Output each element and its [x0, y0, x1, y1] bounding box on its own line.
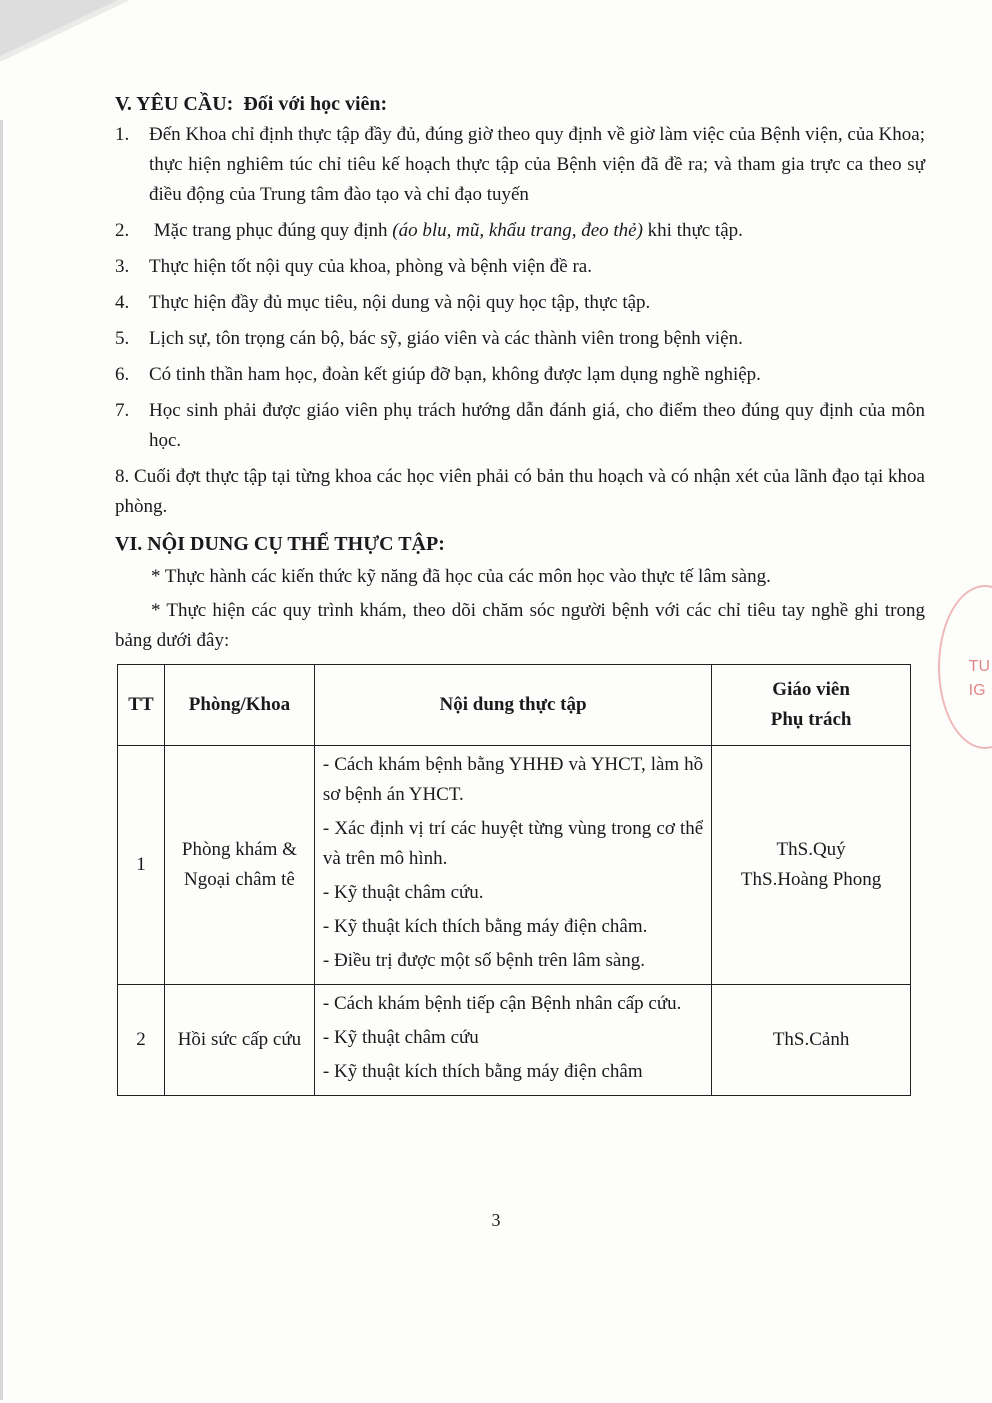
teacher-name: ThS.Quý: [776, 839, 846, 860]
list-item-text: Có tinh thần ham học, đoàn kết giúp đỡ bạn, không được lạm dụng nghề nghiệp.: [149, 364, 761, 385]
practice-content-table: [117, 664, 911, 1096]
section-6-paragraph-1: * Thực hành các kiến thức kỹ năng đã học của các môn học vào thực tế lâm sàng.: [151, 566, 771, 587]
list-item: [115, 462, 925, 522]
list-item-text: Học sinh phải được giáo viên phụ trách hướng dẫn đánh giá, cho điểm theo đúng quy định của môn học.: [149, 400, 925, 451]
list-item: [115, 324, 925, 354]
cell-tt: 1: [118, 746, 165, 985]
list-item-text: Thực hiện đầy đủ mục tiêu, nội dung và nội quy học tập, thực tập.: [149, 292, 651, 313]
section-5-heading: [115, 88, 925, 120]
list-item: [115, 120, 925, 210]
stamp-text: [969, 655, 990, 703]
list-item-text: [149, 216, 925, 246]
header-teacher-line1: Giáo viên: [772, 679, 850, 700]
list-item-text: Thực hiện tốt nội quy của khoa, phòng và bệnh viện đề ra.: [149, 256, 592, 277]
list-item-number: 2.: [115, 220, 130, 241]
page-fold-shadow: [0, 0, 130, 62]
cell-department: Hồi sức cấp cứu: [164, 985, 314, 1096]
list-item-number: 5.: [115, 328, 130, 349]
cell-teacher: [712, 985, 911, 1096]
content-line: - Xác định vị trí các huyệt từng vùng trong cơ thể và trên mô hình.: [322, 818, 704, 869]
list-item: [115, 252, 925, 282]
list-item-number: 6.: [115, 364, 130, 385]
list-item-number: 4.: [115, 292, 130, 313]
teacher-name: ThS.Cảnh: [772, 1029, 850, 1050]
content-line: - Cách khám bệnh tiếp cận Bệnh nhân cấp cứu.: [322, 993, 682, 1014]
content-line: - Kỹ thuật châm cứu.: [322, 882, 484, 903]
content-line: - Cách khám bệnh bằng YHHĐ và YHCT, làm hồ sơ bệnh án YHCT.: [322, 754, 704, 805]
list-item-number: 7.: [115, 400, 130, 421]
table-row: [118, 746, 911, 985]
list-item: [115, 396, 925, 456]
cell-tt: 2: [118, 985, 165, 1096]
list-item: [115, 216, 925, 246]
requirements-list: [115, 120, 925, 522]
list-item-text-italic: (áo blu, mũ, khẩu trang, đeo thẻ): [392, 220, 643, 241]
header-teacher-line2: Phụ trách: [770, 709, 852, 730]
header-teacher: [712, 665, 911, 746]
section-5-heading-suffix: Đối với học viên:: [243, 93, 388, 115]
section-6-paragraph-2: * Thực hiện các quy trình khám, theo dõi chăm sóc người bệnh với các chỉ tiêu tay nghề ghi trong bảng dưới đây:: [115, 600, 925, 651]
header-tt: TT: [118, 665, 165, 746]
table-row: [118, 985, 911, 1096]
list-item-number: 3.: [115, 256, 130, 277]
content-line: - Kỹ thuật châm cứu: [322, 1027, 479, 1048]
stamp-text-line1: TU: [968, 658, 990, 675]
content-line: - Kỹ thuật kích thích bằng máy điện châm: [322, 1061, 643, 1082]
cell-content: [314, 746, 711, 985]
teacher-name: ThS.Hoàng Phong: [740, 869, 882, 890]
content-line: - Điều trị được một số bệnh trên lâm sàng.: [322, 950, 646, 971]
list-item-text-part: Mặc trang phục đúng quy định: [153, 220, 393, 241]
section-6-heading: VI. NỘI DUNG CỤ THỂ THỰC TẬP:: [115, 533, 445, 555]
cell-teacher: [712, 746, 911, 985]
content-line: - Kỹ thuật kích thích bằng máy điện châm.: [322, 916, 648, 937]
page-number: 3: [491, 1210, 501, 1230]
list-item-text-part: khi thực tập.: [642, 220, 743, 241]
list-item-text: Cuối đợt thực tập tại từng khoa các học viên phải có bản thu hoạch và có nhận xét của lãnh đạo tại khoa phòng.: [115, 466, 925, 517]
document-body: [115, 88, 925, 1096]
section-5-heading-prefix: V. YÊU CẦU:: [115, 93, 234, 115]
table-header-row: [118, 665, 911, 746]
cell-department: Phòng khám & Ngoại châm tê: [164, 746, 314, 985]
list-item-text: Đến Khoa chỉ định thực tập đầy đủ, đúng giờ theo quy định về giờ làm việc của Bệnh viện, của Khoa; thực hiện nghiêm túc chỉ tiêu kế hoạch thực tập của Bệnh viện đã đề ra; và tham gia trực ca theo sự điều động của Trung tâm đào tạo và chỉ đạo tuyến: [149, 124, 925, 205]
stamp-text-line2: IG: [968, 682, 986, 699]
cell-content: [314, 985, 711, 1096]
header-department: Phòng/Khoa: [164, 665, 314, 746]
list-item: [115, 360, 925, 390]
list-item-number: 8.: [115, 466, 130, 487]
scan-edge: [0, 120, 3, 1400]
list-item: [115, 288, 925, 318]
list-item-text: Lịch sự, tôn trọng cán bộ, bác sỹ, giáo viên và các thành viên trong bệnh viện.: [149, 328, 743, 349]
list-item-number: 1.: [115, 124, 130, 145]
header-content: Nội dung thực tập: [314, 665, 711, 746]
